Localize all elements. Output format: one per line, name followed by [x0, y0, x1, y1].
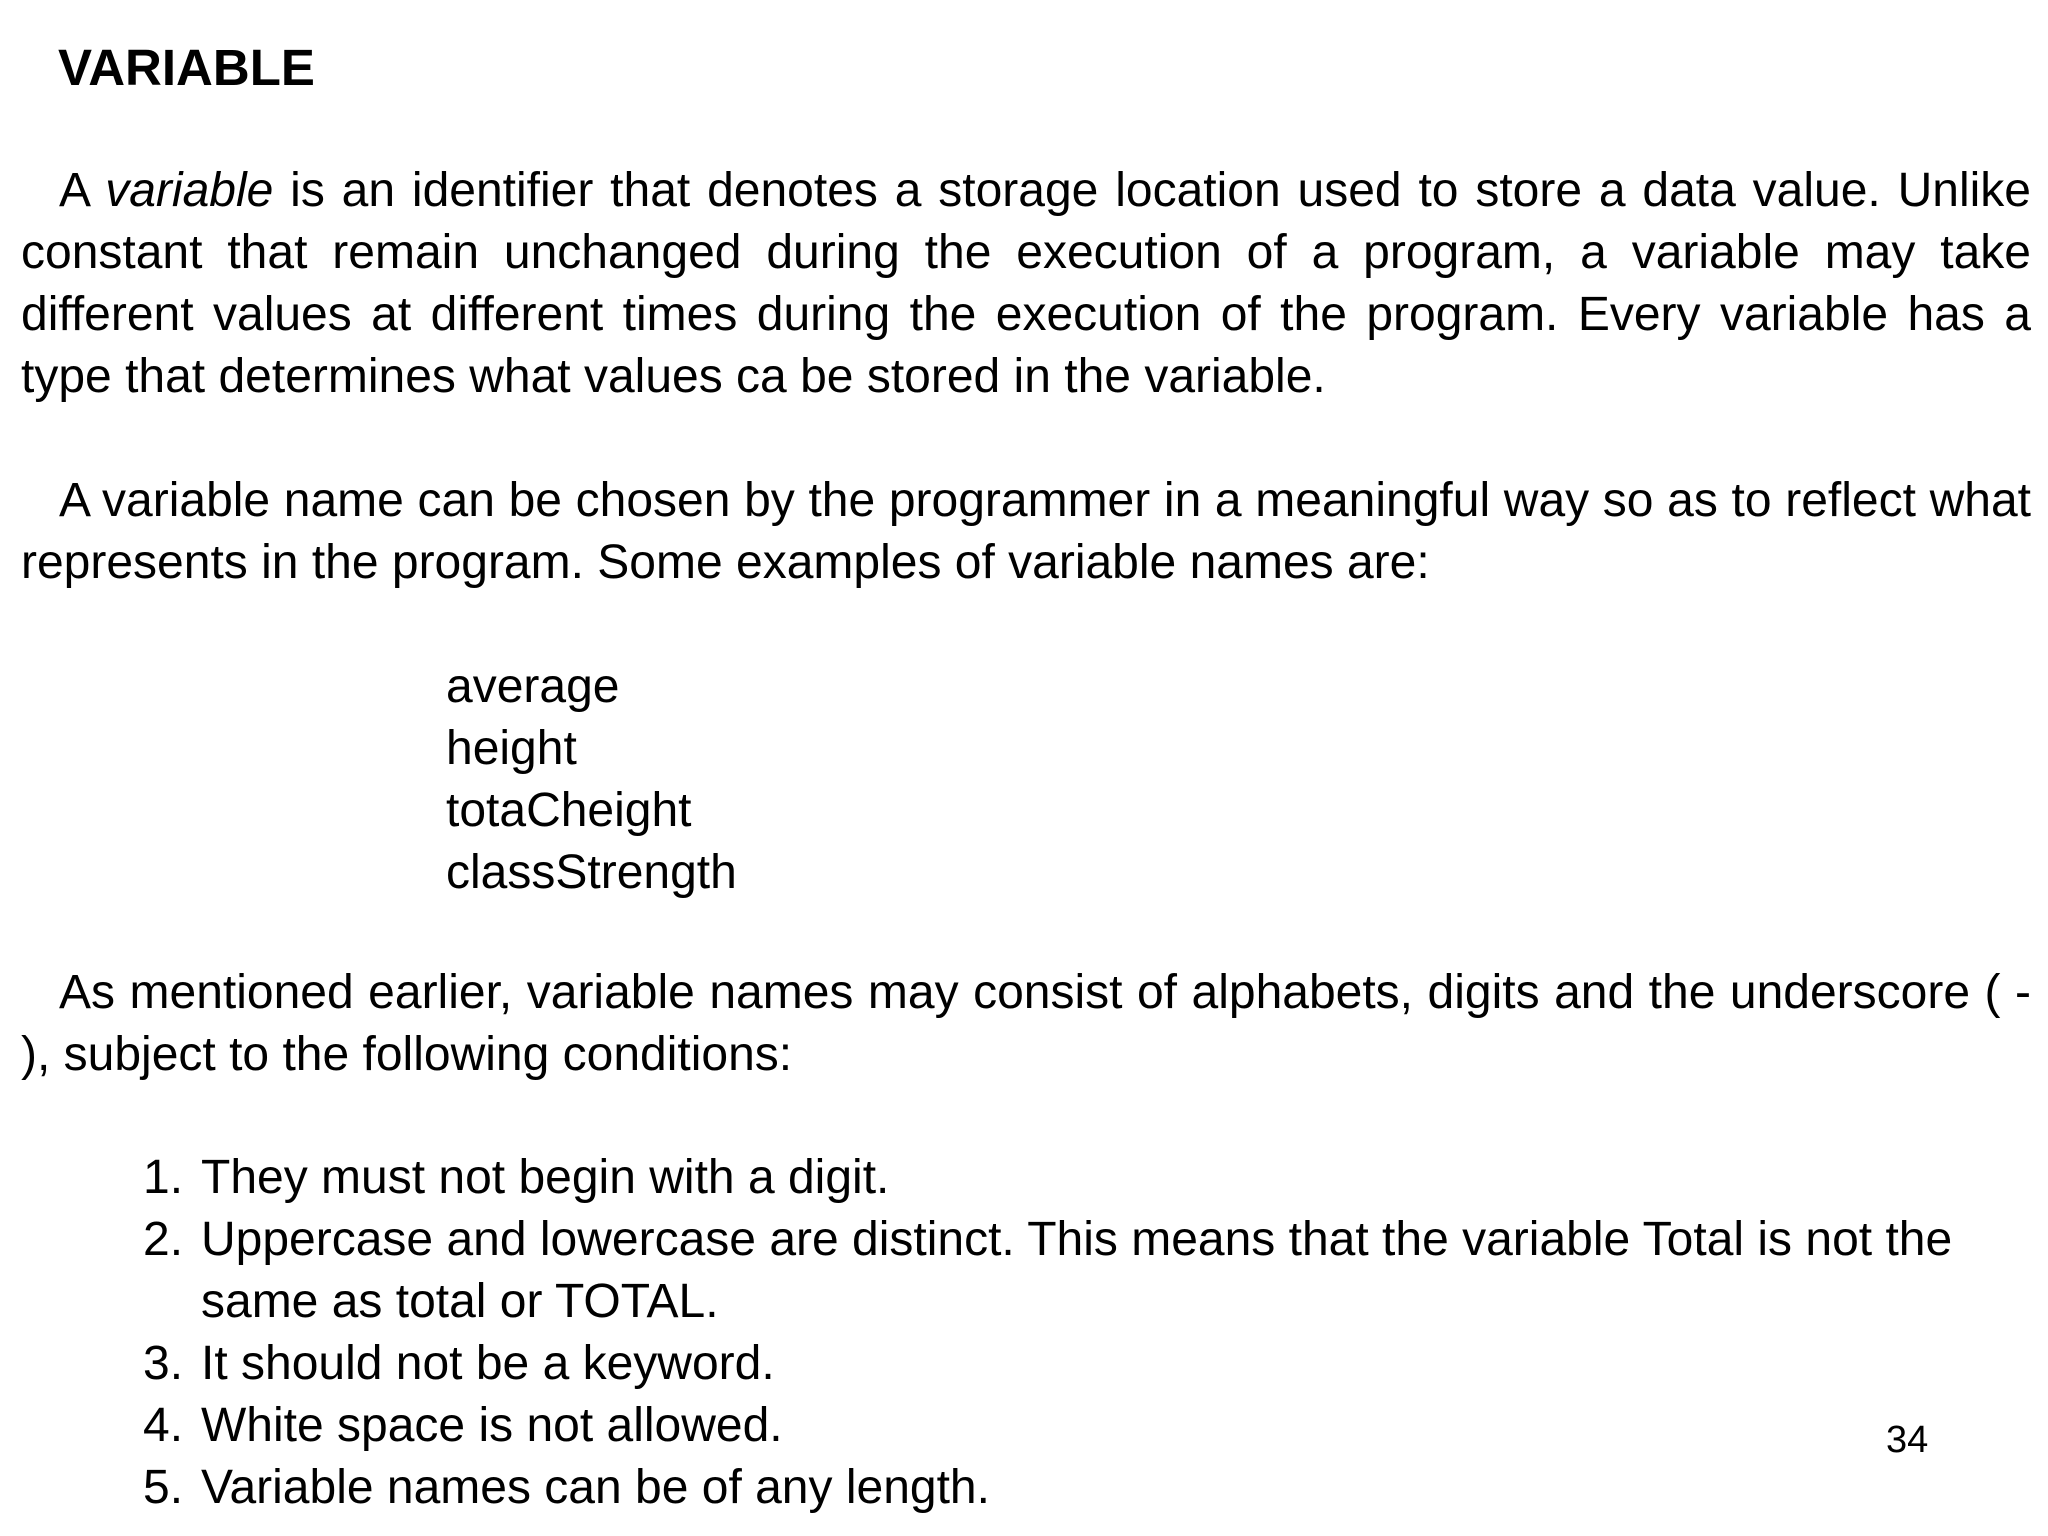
condition-item	[143, 1395, 2023, 1457]
conditions-list	[143, 1147, 2023, 1519]
example-item: height	[446, 722, 577, 775]
condition-number: 3.	[143, 1337, 184, 1390]
condition-item	[143, 1333, 2023, 1395]
condition-text: They must not begin with a digit.	[201, 1151, 890, 1204]
italic-term: variable	[105, 164, 274, 217]
condition-text: It should not be a keyword.	[201, 1337, 775, 1390]
example-item: totaCheight	[446, 784, 692, 837]
paragraph-naming: A variable name can be chosen by the programmer in a meaningful way so as to reflect what represents in the program. Some examples of variable names are:	[21, 474, 2031, 589]
condition-number: 4.	[143, 1399, 184, 1452]
condition-text: White space is not allowed.	[201, 1399, 783, 1452]
condition-number: 2.	[143, 1213, 184, 1266]
condition-text: Uppercase and lowercase are distinct. This means that the variable Total is not the same as total or TOTAL.	[201, 1213, 1953, 1328]
condition-number: 5.	[143, 1461, 184, 1514]
condition-item	[143, 1457, 2023, 1519]
page-number: 34	[1886, 1419, 1929, 1461]
condition-item	[143, 1209, 2023, 1333]
page-title: VARIABLE	[58, 39, 315, 96]
example-item: average	[446, 660, 620, 713]
condition-number: 1.	[143, 1151, 184, 1204]
examples-list	[446, 656, 737, 904]
paragraph-rules-intro: As mentioned earlier, variable names may consist of alphabets, digits and the underscore ( - ), subject to the following conditions:	[21, 966, 2031, 1081]
paragraph-lead: A	[59, 164, 106, 217]
example-item: classStrength	[446, 846, 737, 899]
condition-text: Variable names can be of any length.	[201, 1461, 990, 1514]
condition-item	[143, 1147, 2023, 1209]
paragraph-body: is an identifier that denotes a storage location used to store a data value. Unlike constant that remain unchanged during the execution of a program, a variable may take different values at different times during the execution of the program. Every variable has a type that determines what values ca be stored in the variable.	[21, 164, 2031, 403]
paragraph-definition	[21, 160, 2031, 408]
